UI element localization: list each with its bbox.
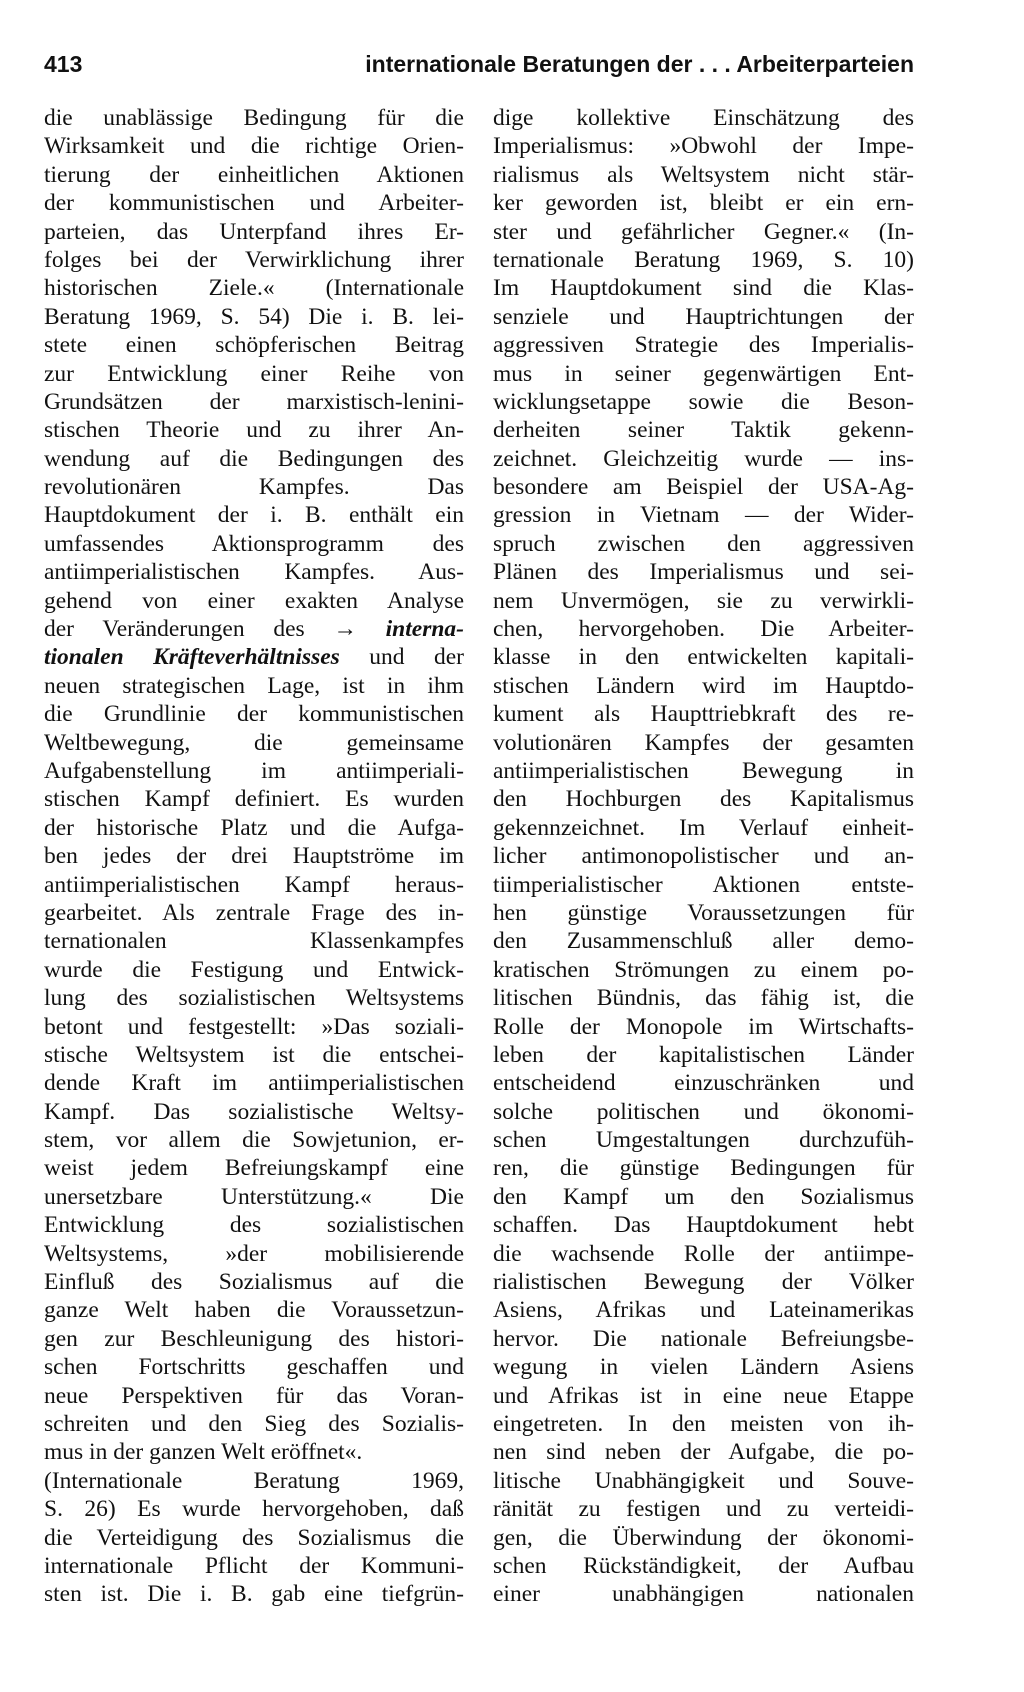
- text-line: gen zur Beschleunigung des histori-: [44, 1325, 464, 1352]
- text-line: Asiens, Afrikas und Lateinamerikas: [493, 1297, 914, 1324]
- text-line: litische Unabhängigkeit und Souve-: [493, 1467, 914, 1494]
- text-line: die Verteidigung des Sozialismus die: [44, 1524, 464, 1551]
- text-line: Plänen des Imperialismus und sei-: [493, 559, 914, 586]
- text-line: parteien, das Unterpfand ihres Er-: [44, 218, 464, 245]
- text-line: neuen strategischen Lage, ist in ihm: [44, 672, 464, 699]
- text-line: Grundsätzen der marxistisch-lenini-: [44, 388, 464, 415]
- text-line: nem Unvermögen, sie zu verwirkli-: [493, 587, 914, 614]
- text-line: Wirksamkeit und die richtige Orien-: [44, 133, 464, 160]
- text-line: internationale Pflicht der Kommuni-: [44, 1552, 464, 1579]
- text-line: ganze Welt haben die Voraussetzun-: [44, 1297, 464, 1324]
- page-header: [44, 44, 914, 84]
- text-line: weist jedem Befreiungskampf eine: [44, 1155, 464, 1182]
- cross-reference-link: interna-: [385, 616, 464, 643]
- text-line: chen, hervorgehoben. Die Arbeiter-: [493, 616, 914, 643]
- text-line: sten ist. Die i. B. gab eine tiefgrün-: [44, 1581, 464, 1608]
- text-line: und Afrikas ist in eine neue Etappe: [493, 1382, 914, 1409]
- text-line: der historische Platz und die Aufga-: [44, 814, 464, 841]
- text-line: Weltbewegung, die gemeinsame: [44, 729, 464, 756]
- text-line: (Internationale Beratung 1969,: [44, 1467, 464, 1494]
- text-line: litischen Bündnis, das fähig ist, die: [493, 985, 914, 1012]
- text-line: mus in der ganzen Welt eröffnet«.: [44, 1439, 363, 1466]
- text-line: ternationale Beratung 1969, S. 10): [493, 246, 914, 273]
- text-line: revolutionären Kampfes. Das: [44, 474, 464, 501]
- page-number: 413: [44, 51, 83, 77]
- text-line: gehend von einer exakten Analyse: [44, 587, 464, 614]
- text-line: Hauptdokument der i. B. enthält ein: [44, 502, 464, 529]
- text-line: solche politischen und ökonomi-: [493, 1098, 914, 1125]
- text-run: und der: [339, 644, 464, 671]
- text-line: stete einen schöpferischen Beitrag: [44, 332, 464, 359]
- text-line: hervor. Die nationale Befreiungsbe-: [493, 1325, 914, 1352]
- text-line: die Grundlinie der kommunistischen: [44, 701, 464, 728]
- text-line: den Zusammenschluß aller demo-: [493, 928, 914, 955]
- text-line: schen Umgestaltungen durchzufüh-: [493, 1127, 914, 1154]
- running-head: internationale Beratungen der . . . Arbeiterparteien: [365, 51, 914, 77]
- text-line: Im Hauptdokument sind die Klas-: [493, 275, 914, 302]
- text-line: schen Fortschritts geschaffen und: [44, 1354, 464, 1381]
- text-line: gression in Vietnam — der Wider-: [493, 502, 914, 529]
- text-line: antiimperialistischen Bewegung in: [493, 757, 914, 784]
- text-line: Rolle der Monopole im Wirtschafts-: [493, 1013, 914, 1040]
- left-text-column: [44, 104, 464, 1609]
- text-line: antiimperialistischen Kampf heraus-: [44, 871, 464, 898]
- text-line: nen sind neben der Aufgabe, die po-: [493, 1439, 914, 1466]
- text-line: S. 26) Es wurde hervorgehoben, daß: [44, 1496, 464, 1523]
- text-line: Entwicklung des sozialistischen: [44, 1212, 464, 1239]
- text-line: den Kampf um den Sozialismus: [493, 1183, 914, 1210]
- text-line: licher antimonopolistischer und an-: [493, 843, 914, 870]
- text-line: Imperialismus: »Obwohl der Impe-: [493, 133, 914, 160]
- text-line: neue Perspektiven für das Voran-: [44, 1382, 464, 1409]
- text-run: der Veränderungen des →: [44, 616, 386, 643]
- text-line: besondere am Beispiel der USA-Ag-: [493, 474, 914, 501]
- text-line: senziele und Hauptrichtungen der: [493, 303, 914, 330]
- text-line: volutionären Kampfes der gesamten: [493, 729, 914, 756]
- cross-reference-link: tionalen Kräfteverhältnisses: [44, 644, 340, 671]
- text-line: klasse in den entwickelten kapitali-: [493, 644, 914, 671]
- text-line: zeichnet. Gleichzeitig wurde — ins-: [493, 445, 914, 472]
- text-line: [44, 615, 464, 643]
- text-line: wurde die Festigung und Entwick-: [44, 956, 464, 983]
- text-line: Kampf. Das sozialistische Weltsy-: [44, 1098, 464, 1125]
- text-line: stischen Theorie und zu ihrer An-: [44, 417, 464, 444]
- text-line: ren, die günstige Bedingungen für: [493, 1155, 914, 1182]
- text-line: wegung in vielen Ländern Asiens: [493, 1354, 914, 1381]
- text-line: ker geworden ist, bleibt er ein ern-: [493, 190, 914, 217]
- text-line: hen günstige Voraussetzungen für: [493, 899, 914, 926]
- text-line: wendung auf die Bedingungen des: [44, 445, 464, 472]
- text-line: eingetreten. In den meisten von ih-: [493, 1410, 914, 1437]
- text-line: stem, vor allem die Sowjetunion, er-: [44, 1127, 464, 1154]
- text-line: rialistischen Bewegung der Völker: [493, 1269, 914, 1296]
- right-text-column: [493, 104, 914, 1609]
- text-line: schen Rückständigkeit, der Aufbau: [493, 1552, 914, 1579]
- text-line: ster und gefährlicher Gegner.« (In-: [493, 218, 914, 245]
- text-line: entscheidend einzuschränken und: [493, 1070, 914, 1097]
- text-line: ternationalen Klassenkampfes: [44, 928, 464, 955]
- text-line: stischen Kampf definiert. Es wurden: [44, 786, 464, 813]
- text-line: gen, die Überwindung der ökonomi-: [493, 1524, 914, 1551]
- text-line: leben der kapitalistischen Länder: [493, 1041, 914, 1068]
- text-line: die unablässige Bedingung für die: [44, 105, 464, 131]
- text-line: zur Entwicklung einer Reihe von: [44, 360, 464, 387]
- text-line: die wachsende Rolle der antiimpe-: [493, 1240, 914, 1267]
- text-line: gearbeitet. Als zentrale Frage des in-: [44, 899, 464, 926]
- text-line: schreiten und den Sieg des Sozialis-: [44, 1410, 464, 1437]
- text-line: historischen Ziele.« (Internationale: [44, 275, 464, 302]
- text-line: gekennzeichnet. Im Verlauf einheit-: [493, 814, 914, 841]
- text-line: ränität zu festigen und zu verteidi-: [493, 1496, 914, 1523]
- text-line: mus in seiner gegenwärtigen Ent-: [493, 360, 914, 387]
- text-line: antiimperialistischen Kampfes. Aus-: [44, 559, 464, 586]
- text-line: ben jedes der drei Hauptströme im: [44, 843, 464, 870]
- text-line: [44, 643, 464, 671]
- text-line: tiimperialistischer Aktionen entste-: [493, 871, 914, 898]
- text-line: folges bei der Verwirklichung ihrer: [44, 246, 464, 273]
- text-line: kument als Haupttriebkraft des re-: [493, 701, 914, 728]
- text-line: Beratung 1969, S. 54) Die i. B. lei-: [44, 303, 464, 330]
- text-line: Weltsystems, »der mobilisierende: [44, 1240, 464, 1267]
- text-line: stischen Ländern wird im Hauptdo-: [493, 672, 914, 699]
- text-line: tierung der einheitlichen Aktionen: [44, 161, 464, 188]
- text-line: einer unabhängigen nationalen: [493, 1581, 914, 1608]
- text-line: aggressiven Strategie des Imperialis-: [493, 332, 914, 359]
- text-line: stische Weltsystem ist die entschei-: [44, 1041, 464, 1068]
- text-line: Einfluß des Sozialismus auf die: [44, 1269, 464, 1296]
- text-line: spruch zwischen den aggressiven: [493, 530, 914, 557]
- text-line: lung des sozialistischen Weltsystems: [44, 985, 464, 1012]
- text-line: dige kollektive Einschätzung des: [493, 105, 914, 131]
- text-line: unersetzbare Unterstützung.« Die: [44, 1183, 464, 1210]
- text-line: umfassendes Aktionsprogramm des: [44, 530, 464, 557]
- text-line: kratischen Strömungen zu einem po-: [493, 956, 914, 983]
- text-line: schaffen. Das Hauptdokument hebt: [493, 1212, 914, 1239]
- text-line: dende Kraft im antiimperialistischen: [44, 1070, 464, 1097]
- text-line: betont und festgestellt: »Das soziali-: [44, 1013, 464, 1040]
- text-line: rialismus als Weltsystem nicht stär-: [493, 161, 914, 188]
- text-line: Aufgabenstellung im antiimperiali-: [44, 757, 464, 784]
- text-line: der kommunistischen und Arbeiter-: [44, 190, 464, 217]
- text-line: derheiten seiner Taktik gekenn-: [493, 417, 914, 444]
- text-line: den Hochburgen des Kapitalismus: [493, 786, 914, 813]
- text-line: wicklungsetappe sowie die Beson-: [493, 388, 914, 415]
